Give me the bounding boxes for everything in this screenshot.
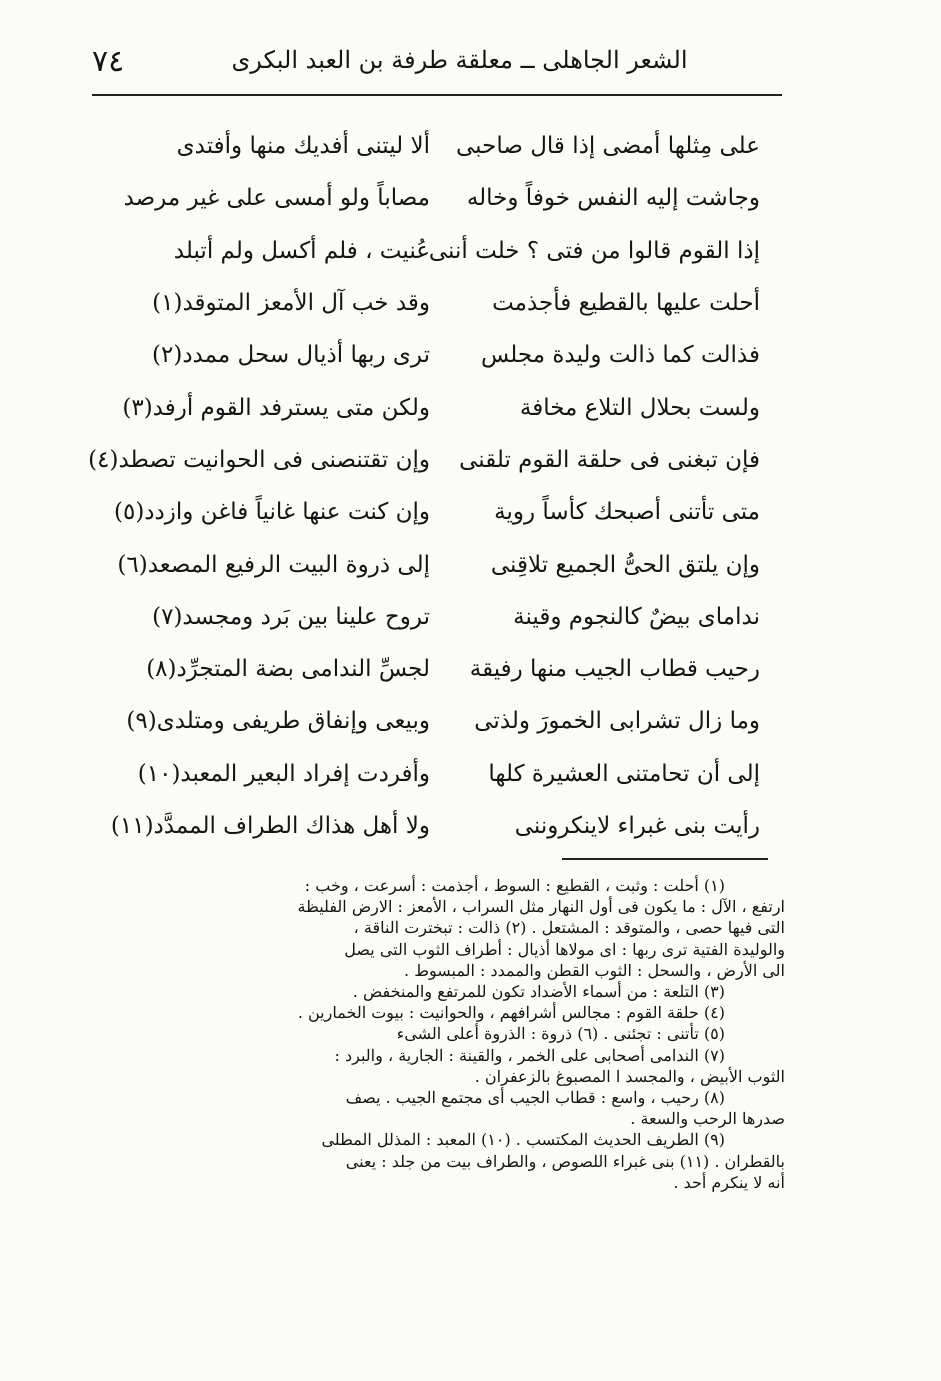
footnote-line: أنه لا ينكرم أحد . bbox=[673, 1172, 785, 1192]
verse-second-hemistich: وإن كنت عنها غانياً فاغن وازدد(٥) bbox=[113, 499, 430, 526]
verse-line bbox=[100, 277, 760, 329]
footnote-line: التى فيها حصى ، والمتوقد : المشتعل . (٢) ذالت : تبخترت الناقة ، bbox=[353, 918, 785, 938]
footnote-line: (١) أحلت : وثبت ، القطيع : السوط ، أجذمت : أسرعت ، وخب : bbox=[304, 876, 725, 895]
verse-first-hemistich: وجاشت إليه النفس خوفاً وخاله bbox=[466, 185, 760, 212]
verse-line bbox=[100, 748, 760, 800]
verse-line bbox=[88, 434, 760, 486]
footnote-line: بالقطران . (١١) بنى غبراء اللصوص ، والطراف بيت من جلد : يعنى bbox=[345, 1151, 785, 1171]
running-title: الشعر الجاهلى ــ معلقة طرفة بن العبد البكرى bbox=[231, 46, 688, 74]
verse-second-hemistich: تروح علينا بين بَرد ومجسد(٧) bbox=[152, 603, 430, 630]
footnote-line: والوليدة الفتية ترى ربها : اى مولاها أذيال : أطراف الثوب التى يصل bbox=[344, 939, 785, 959]
footnote-separator bbox=[562, 858, 768, 860]
verse-line bbox=[100, 120, 760, 172]
footnote-line: (٨) رحيب ، واسع : قطاب الجيب أى مجتمع الجيب . يصف bbox=[345, 1088, 725, 1108]
verse-second-hemistich: مصاباً ولو أمسى على غير مرصد bbox=[123, 185, 430, 212]
footnote-line: (٣) التلعة : من أسماء الأضداد تكون للمرتفع والمنخفض . bbox=[352, 982, 725, 1002]
verse-line bbox=[100, 225, 760, 277]
verse-second-hemistich: وبيعى وإنفاق طريفى ومتلدى(٩) bbox=[126, 708, 430, 735]
footnote-line: الى الأرض ، والسحل : الثوب القطن والممدد : المبسوط . bbox=[404, 960, 785, 980]
verse-line bbox=[100, 329, 760, 381]
verse-line bbox=[100, 591, 760, 643]
verse-line bbox=[100, 800, 760, 852]
verse-line bbox=[100, 538, 760, 590]
page-number: ٧٤ bbox=[92, 44, 125, 79]
poem-verses bbox=[88, 120, 760, 852]
verse-line bbox=[100, 695, 760, 747]
footnote-line: ارتفع ، الآل : ما يكون فى أول النهار مثل السراب ، الأمعز : الارض الفليظة bbox=[297, 897, 785, 917]
verse-first-hemistich: وإن يلتق الحىُّ الجميع تلاقِنى bbox=[490, 551, 760, 578]
verse-second-hemistich: وقد خب آل الأمعز المتوقد(١) bbox=[152, 290, 430, 317]
footnote-line: (٥) تأتنى : تجئنى . (٦) ذروة : الذروة أعلى الشىء bbox=[396, 1024, 725, 1044]
verse-line bbox=[100, 172, 760, 224]
verse-first-hemistich: إذا القوم قالوا من فتى ؟ خلت أننى bbox=[428, 237, 760, 264]
verse-first-hemistich: فإن تبغنى فى حلقة القوم تلقنى bbox=[459, 446, 760, 473]
verse-second-hemistich: ألا ليتنى أفديك منها وأفتدى bbox=[176, 133, 430, 160]
verse-first-hemistich: فذالت كما ذالت وليدة مجلس bbox=[480, 342, 760, 369]
verse-second-hemistich: وإن تقتنصنى فى الحوانيت تصطد(٤) bbox=[88, 446, 430, 473]
verse-first-hemistich: ولست بحلال التلاع مخافة bbox=[519, 394, 760, 421]
verse-second-hemistich: ترى ربها أذيال سحل ممدد(٢) bbox=[152, 342, 430, 369]
verse-first-hemistich: رأيت بنى غبراء لاينكروننى bbox=[514, 813, 760, 839]
footnote-line: صدرها الرحب والسعة . bbox=[630, 1109, 785, 1129]
verse-second-hemistich: وأفردت إفراد البعير المعبد(١٠) bbox=[137, 760, 430, 787]
page-header bbox=[92, 38, 782, 96]
verse-first-hemistich: وما زال تشرابى الخمورَ ولذتى bbox=[474, 708, 760, 735]
verse-second-hemistich: لجسِّ الندامى بضة المتجرِّد(٨) bbox=[146, 656, 430, 683]
verse-line bbox=[100, 643, 760, 695]
verse-first-hemistich: رحيب قطاب الجيب منها رفيقة bbox=[469, 656, 760, 683]
footnote-line: (٩) الطريف الحديث المكتسب . (١٠) المعبد : المذلل المطلى bbox=[321, 1130, 725, 1150]
verse-second-hemistich: ولكن متى يسترفد القوم أرفد(٣) bbox=[122, 394, 430, 421]
footnote-line: (٤) حلقة القوم : مجالس أشرافهم ، والحوانيت : بيوت الخمارين . bbox=[297, 1003, 725, 1023]
verse-first-hemistich: على مِثلها أمضى إذا قال صاحبى bbox=[456, 133, 760, 160]
verse-second-hemistich: إلى ذروة البيت الرفيع المصعد(٦) bbox=[117, 551, 430, 578]
verse-first-hemistich: إلى أن تحامتنى العشيرة كلها bbox=[488, 760, 760, 787]
footnote-line: الثوب الأبيض ، والمجسد ا المصبوغ بالزعفران . bbox=[474, 1066, 785, 1086]
footnote-line: (٧) الندامى أصحابى على الخمر ، والقينة : الجارية ، والبرد : bbox=[334, 1045, 725, 1065]
verse-line bbox=[100, 381, 760, 433]
footnotes bbox=[105, 875, 785, 1193]
verse-second-hemistich: عُنيت ، فلم أكسل ولم أتبلد bbox=[173, 237, 430, 264]
verse-line bbox=[100, 486, 760, 538]
verse-first-hemistich: ندامای بيضٌ كالنجوم وقينة bbox=[513, 603, 760, 630]
verse-first-hemistich: متى تأتنى أصبحك كأساً روية bbox=[494, 499, 760, 526]
verse-second-hemistich: ولا أهل هذاك الطراف الممدَّد(١١) bbox=[110, 813, 430, 839]
verse-first-hemistich: أحلت عليها بالقطيع فأجذمت bbox=[492, 290, 760, 317]
